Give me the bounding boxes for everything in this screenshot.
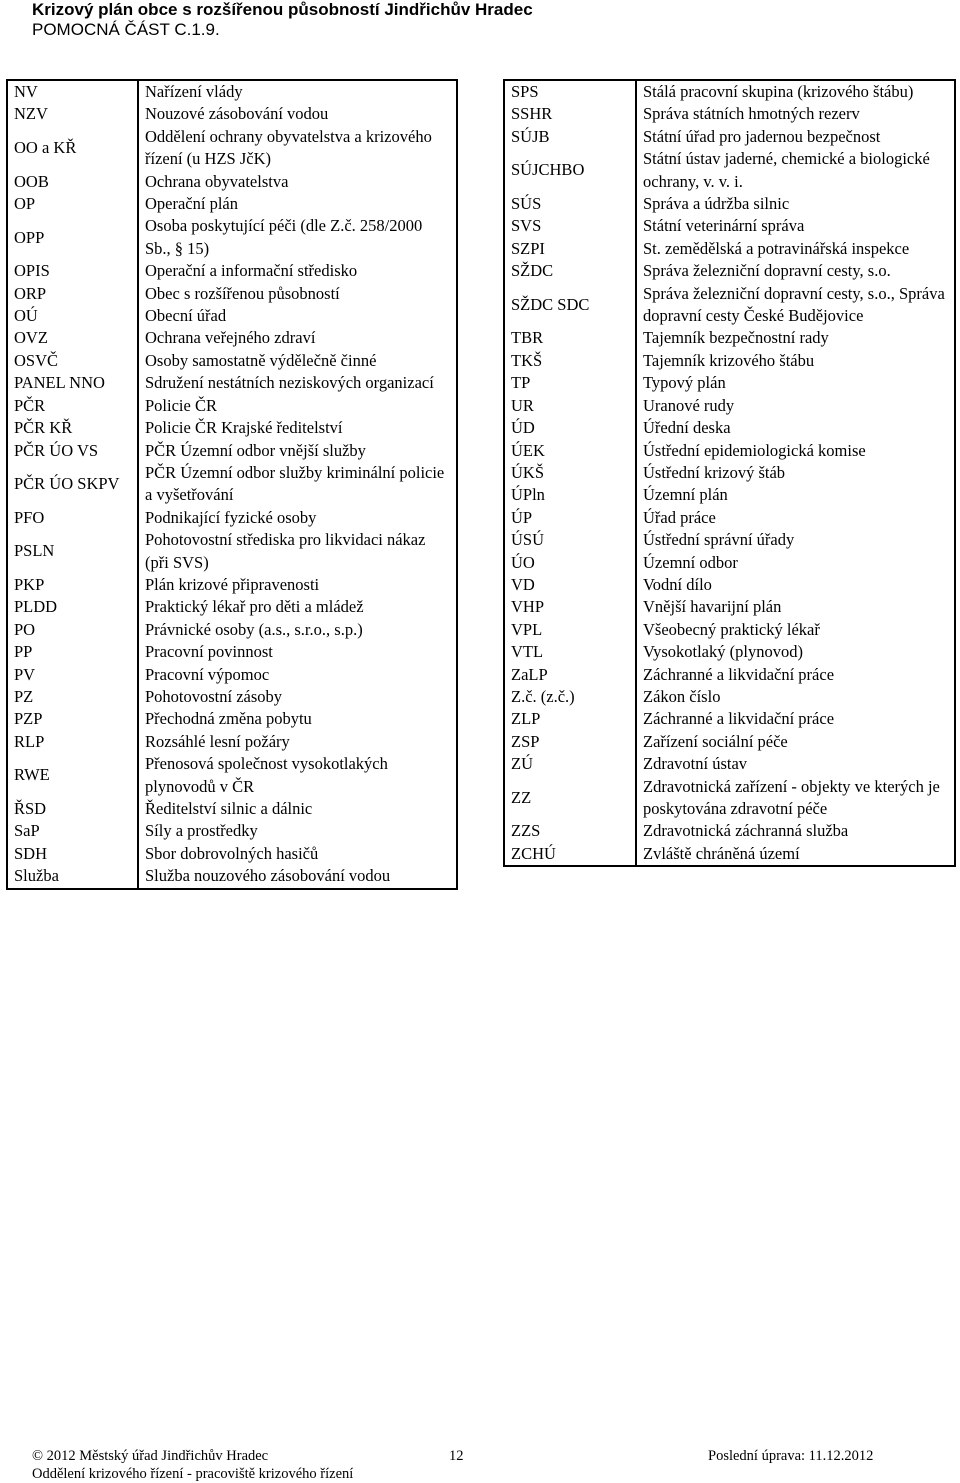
abbreviation: SŽDC SDC: [511, 294, 590, 314]
abbreviation: ÚEK: [511, 440, 545, 460]
abbreviation: Služba: [14, 866, 59, 886]
abbreviation-meaning: Pohotovostní zásoby: [138, 686, 457, 708]
abbreviation: OÚ: [14, 306, 38, 326]
abbreviation: SDH: [14, 843, 48, 863]
abbreviation: ZZS: [511, 821, 541, 841]
abbreviation-meaning: Ústřední správní úřady: [636, 529, 955, 551]
table-row: [504, 776, 955, 821]
abbreviation-meaning: Operační plán: [138, 193, 457, 215]
abbreviation-meaning: Správa železniční dopravní cesty, s.o.: [636, 260, 955, 282]
abbreviation: OO a KŘ: [14, 138, 77, 158]
abbreviation: OPIS: [14, 261, 50, 281]
table-row: [504, 641, 955, 663]
abbreviation-meaning: Plán krizové připravenosti: [138, 574, 457, 596]
abbreviation-meaning: Územní odbor: [636, 552, 955, 574]
table-row: [7, 395, 457, 417]
page-header: [32, 0, 533, 40]
table-row: [7, 529, 457, 574]
abbreviation: RLP: [14, 731, 45, 751]
table-row: [504, 260, 955, 282]
abbreviation-meaning: Zdravotnická záchranná služba: [636, 820, 955, 842]
table-row: [504, 664, 955, 686]
abbreviation: PO: [14, 619, 36, 639]
abbreviation: OVZ: [14, 328, 48, 348]
abbreviation-meaning: Sdružení nestátních neziskových organizací: [138, 372, 457, 394]
abbreviation: PČR: [14, 395, 46, 415]
abbreviation: VD: [511, 574, 535, 594]
abbreviation: Z.č. (z.č.): [511, 686, 575, 706]
footer-copyright: © 2012 Městský úřad Jindřichův Hradec: [32, 1448, 269, 1464]
abbreviation: OPP: [14, 227, 45, 247]
abbreviation: ZÚ: [511, 754, 533, 774]
abbreviation-meaning: Typový plán: [636, 372, 955, 394]
abbreviation: SSHR: [511, 104, 553, 124]
abbreviation-meaning: Záchranné a likvidační práce: [636, 708, 955, 730]
abbreviation-meaning: Správa státních hmotných rezerv: [636, 103, 955, 125]
abbreviation: PLDD: [14, 597, 58, 617]
abbreviation: SPS: [511, 82, 539, 101]
abbreviation: OOB: [14, 171, 49, 191]
abbreviation-meaning: Úřad práce: [636, 507, 955, 529]
abbreviation: SÚS: [511, 194, 542, 214]
abbreviations-table-right: [503, 79, 956, 867]
abbreviation-meaning: Stálá pracovní skupina (krizového štábu): [636, 80, 955, 103]
abbreviation-meaning: PČR Územní odbor služby kriminální policie a vyšetřování: [138, 462, 457, 507]
table-row: [504, 283, 955, 328]
abbreviation: ÚD: [511, 418, 535, 438]
table-row: [7, 103, 457, 125]
abbreviation: SŽDC: [511, 261, 554, 281]
abbreviation-meaning: Zákon číslo: [636, 686, 955, 708]
abbreviation: PSLN: [14, 541, 55, 561]
table-row: [7, 171, 457, 193]
table-row: [7, 126, 457, 171]
abbreviation-meaning: Služba nouzového zásobování vodou: [138, 865, 457, 888]
abbreviation-meaning: Státní úřad pro jadernou bezpečnost: [636, 126, 955, 148]
abbreviation: ÚKŠ: [511, 462, 545, 482]
abbreviation: SÚJB: [511, 126, 550, 146]
abbreviation: PČR ÚO SKPV: [14, 474, 120, 494]
abbreviation: TP: [511, 373, 531, 393]
abbreviation-meaning: Přechodná změna pobytu: [138, 708, 457, 730]
abbreviation-meaning: Tajemník krizového štábu: [636, 350, 955, 372]
table-row: [7, 664, 457, 686]
table-row: [504, 619, 955, 641]
abbreviation-meaning: Ochrana veřejného zdraví: [138, 327, 457, 349]
abbreviation-meaning: Policie ČR: [138, 395, 457, 417]
abbreviation-meaning: Zdravotní ústav: [636, 753, 955, 775]
abbreviation-meaning: Státní ústav jaderné, chemické a biologické ochrany, v. v. i.: [636, 148, 955, 193]
abbreviation-meaning: Státní veterinární správa: [636, 215, 955, 237]
table-row: [7, 462, 457, 507]
table-row: [504, 820, 955, 842]
table-row: [504, 215, 955, 237]
abbreviation: ÚP: [511, 507, 533, 527]
abbreviation-meaning: Vodní dílo: [636, 574, 955, 596]
table-row: [504, 843, 955, 866]
table-row: [504, 327, 955, 349]
abbreviation-meaning: Ochrana obyvatelstva: [138, 171, 457, 193]
table-row: [7, 215, 457, 260]
table-row: [504, 238, 955, 260]
table-row: [7, 596, 457, 618]
table-row: [504, 708, 955, 730]
abbreviation-meaning: Zvláště chráněná území: [636, 843, 955, 866]
abbreviation-meaning: St. zemědělská a potravinářská inspekce: [636, 238, 955, 260]
table-row: [7, 753, 457, 798]
abbreviation-meaning: Obecní úřad: [138, 305, 457, 327]
abbreviation-meaning: Oddělení ochrany obyvatelstva a krizového řízení (u HZS JčK): [138, 126, 457, 171]
table-row: [504, 462, 955, 484]
abbreviation: SZPI: [511, 238, 545, 258]
abbreviation: ÚSÚ: [511, 530, 545, 550]
abbreviation-meaning: Pracovní výpomoc: [138, 664, 457, 686]
abbreviation-meaning: Ředitelství silnic a dálnic: [138, 798, 457, 820]
abbreviation: ZSP: [511, 731, 540, 751]
table-row: [7, 641, 457, 663]
table-row: [7, 731, 457, 753]
abbreviation: ORP: [14, 283, 47, 303]
abbreviation: PČR KŘ: [14, 418, 73, 438]
abbreviation-meaning: Územní plán: [636, 484, 955, 506]
abbreviation: OSVČ: [14, 350, 59, 370]
abbreviation: TBR: [511, 328, 544, 348]
abbreviation: VPL: [511, 619, 543, 639]
footer-last-update: Poslední úprava: 11.12.2012: [708, 1448, 874, 1464]
abbreviation-meaning: Obec s rozšířenou působností: [138, 283, 457, 305]
abbreviation-meaning: PČR Územní odbor vnější služby: [138, 440, 457, 462]
abbreviation: VTL: [511, 642, 544, 662]
abbreviation: RWE: [14, 765, 50, 785]
abbreviation: ZZ: [511, 787, 532, 807]
abbreviation-meaning: Přenosová společnost vysokotlakých plynovodů v ČR: [138, 753, 457, 798]
abbreviation: ZCHÚ: [511, 843, 556, 863]
abbreviation-meaning: Podnikající fyzické osoby: [138, 507, 457, 529]
abbreviation-meaning: Policie ČR Krajské ředitelství: [138, 417, 457, 439]
abbreviation: UR: [511, 395, 534, 415]
table-row: [504, 574, 955, 596]
abbreviation-meaning: Tajemník bezpečnostní rady: [636, 327, 955, 349]
abbreviation-meaning: Úřední deska: [636, 417, 955, 439]
abbreviation: ŘSD: [14, 799, 47, 818]
abbreviation: PČR ÚO VS: [14, 440, 99, 460]
table-row: [504, 80, 955, 103]
table-row: [504, 126, 955, 148]
abbreviation: PFO: [14, 507, 45, 527]
abbreviation-meaning: Správa a údržba silnic: [636, 193, 955, 215]
table-row: [7, 820, 457, 842]
abbreviation-meaning: Uranové rudy: [636, 395, 955, 417]
abbreviation-meaning: Všeobecný praktický lékař: [636, 619, 955, 641]
abbreviation: PKP: [14, 574, 45, 594]
abbreviation-meaning: Zdravotnická zařízení - objekty ve kterých je poskytována zdravotní péče: [636, 776, 955, 821]
table-row: [504, 193, 955, 215]
abbreviation: VHP: [511, 597, 545, 617]
table-row: [504, 440, 955, 462]
table-row: [7, 260, 457, 282]
abbreviation-meaning: Osoby samostatně výdělečně činné: [138, 350, 457, 372]
table-row: [7, 440, 457, 462]
table-row: [7, 372, 457, 394]
table-row: [504, 686, 955, 708]
abbreviation: PV: [14, 664, 36, 684]
table-row: [504, 417, 955, 439]
abbreviation-meaning: Správa železniční dopravní cesty, s.o., Správa dopravní cesty České Budějovice: [636, 283, 955, 328]
table-row: [7, 327, 457, 349]
abbreviations-table-left: [6, 79, 458, 890]
table-row: [504, 372, 955, 394]
abbreviation: SaP: [14, 821, 40, 841]
table-row: [7, 283, 457, 305]
table-row: [504, 395, 955, 417]
table-row: [7, 708, 457, 730]
abbreviation-meaning: Sbor dobrovolných hasičů: [138, 843, 457, 865]
abbreviation-meaning: Pracovní povinnost: [138, 641, 457, 663]
table-row: [504, 103, 955, 125]
table-row: [7, 686, 457, 708]
table-row: [504, 552, 955, 574]
abbreviation: ZLP: [511, 709, 541, 729]
table-row: [504, 507, 955, 529]
abbreviation: OP: [14, 194, 36, 214]
abbreviation: PZ: [14, 686, 34, 706]
table-row: [504, 350, 955, 372]
abbreviation-meaning: Rozsáhlé lesní požáry: [138, 731, 457, 753]
table-row: [7, 417, 457, 439]
abbreviation: ÚPln: [511, 485, 545, 505]
abbreviation-meaning: Vysokotlaký (plynovod): [636, 641, 955, 663]
abbreviation: SVS: [511, 216, 542, 236]
abbreviation-meaning: Praktický lékař pro děti a mládež: [138, 596, 457, 618]
abbreviation-meaning: Zařízení sociální péče: [636, 731, 955, 753]
footer-page-number: 12: [449, 1448, 464, 1464]
document-subtitle: POMOCNÁ ČÁST C.1.9.: [32, 20, 220, 39]
table-row: [7, 798, 457, 820]
table-row: [504, 148, 955, 193]
abbreviation-meaning: Osoba poskytující péči (dle Z.č. 258/2000 Sb., § 15): [138, 215, 457, 260]
abbreviation-meaning: Právnické osoby (a.s., s.r.o., s.p.): [138, 619, 457, 641]
abbreviation: PP: [14, 642, 33, 662]
table-row: [7, 843, 457, 865]
abbreviation: ÚO: [511, 552, 535, 572]
table-row: [7, 507, 457, 529]
page-footer: [32, 1447, 932, 1483]
abbreviation-meaning: Ústřední krizový štáb: [636, 462, 955, 484]
abbreviation-meaning: Operační a informační středisko: [138, 260, 457, 282]
abbreviation: SÚJCHBO: [511, 160, 585, 180]
table-row: [7, 574, 457, 596]
abbreviation-meaning: Záchranné a likvidační práce: [636, 664, 955, 686]
abbreviation: PANEL NNO: [14, 373, 105, 393]
table-row: [7, 80, 457, 103]
table-row: [504, 596, 955, 618]
document-title: Krizový plán obce s rozšířenou působností Jindřichův Hradec: [32, 0, 533, 19]
abbreviation: NZV: [14, 104, 48, 124]
footer-department: Oddělení krizového řízení - pracoviště krizového řízení: [32, 1466, 354, 1482]
table-row: [7, 193, 457, 215]
abbreviation-meaning: Nouzové zásobování vodou: [138, 103, 457, 125]
abbreviation: TKŠ: [511, 350, 543, 370]
table-row: [7, 619, 457, 641]
table-row: [7, 305, 457, 327]
abbreviation-meaning: Nařízení vlády: [138, 80, 457, 103]
abbreviation: PZP: [14, 709, 43, 729]
table-row: [504, 731, 955, 753]
table-row: [504, 529, 955, 551]
abbreviation-meaning: Pohotovostní střediska pro likvidaci nákaz (při SVS): [138, 529, 457, 574]
table-row: [7, 865, 457, 888]
table-row: [7, 350, 457, 372]
abbreviation: NV: [14, 82, 38, 101]
abbreviation-meaning: Vnější havarijní plán: [636, 596, 955, 618]
abbreviation: ZaLP: [511, 664, 548, 684]
table-row: [504, 753, 955, 775]
abbreviation-meaning: Ústřední epidemiologická komise: [636, 440, 955, 462]
table-row: [504, 484, 955, 506]
abbreviation-meaning: Síly a prostředky: [138, 820, 457, 842]
